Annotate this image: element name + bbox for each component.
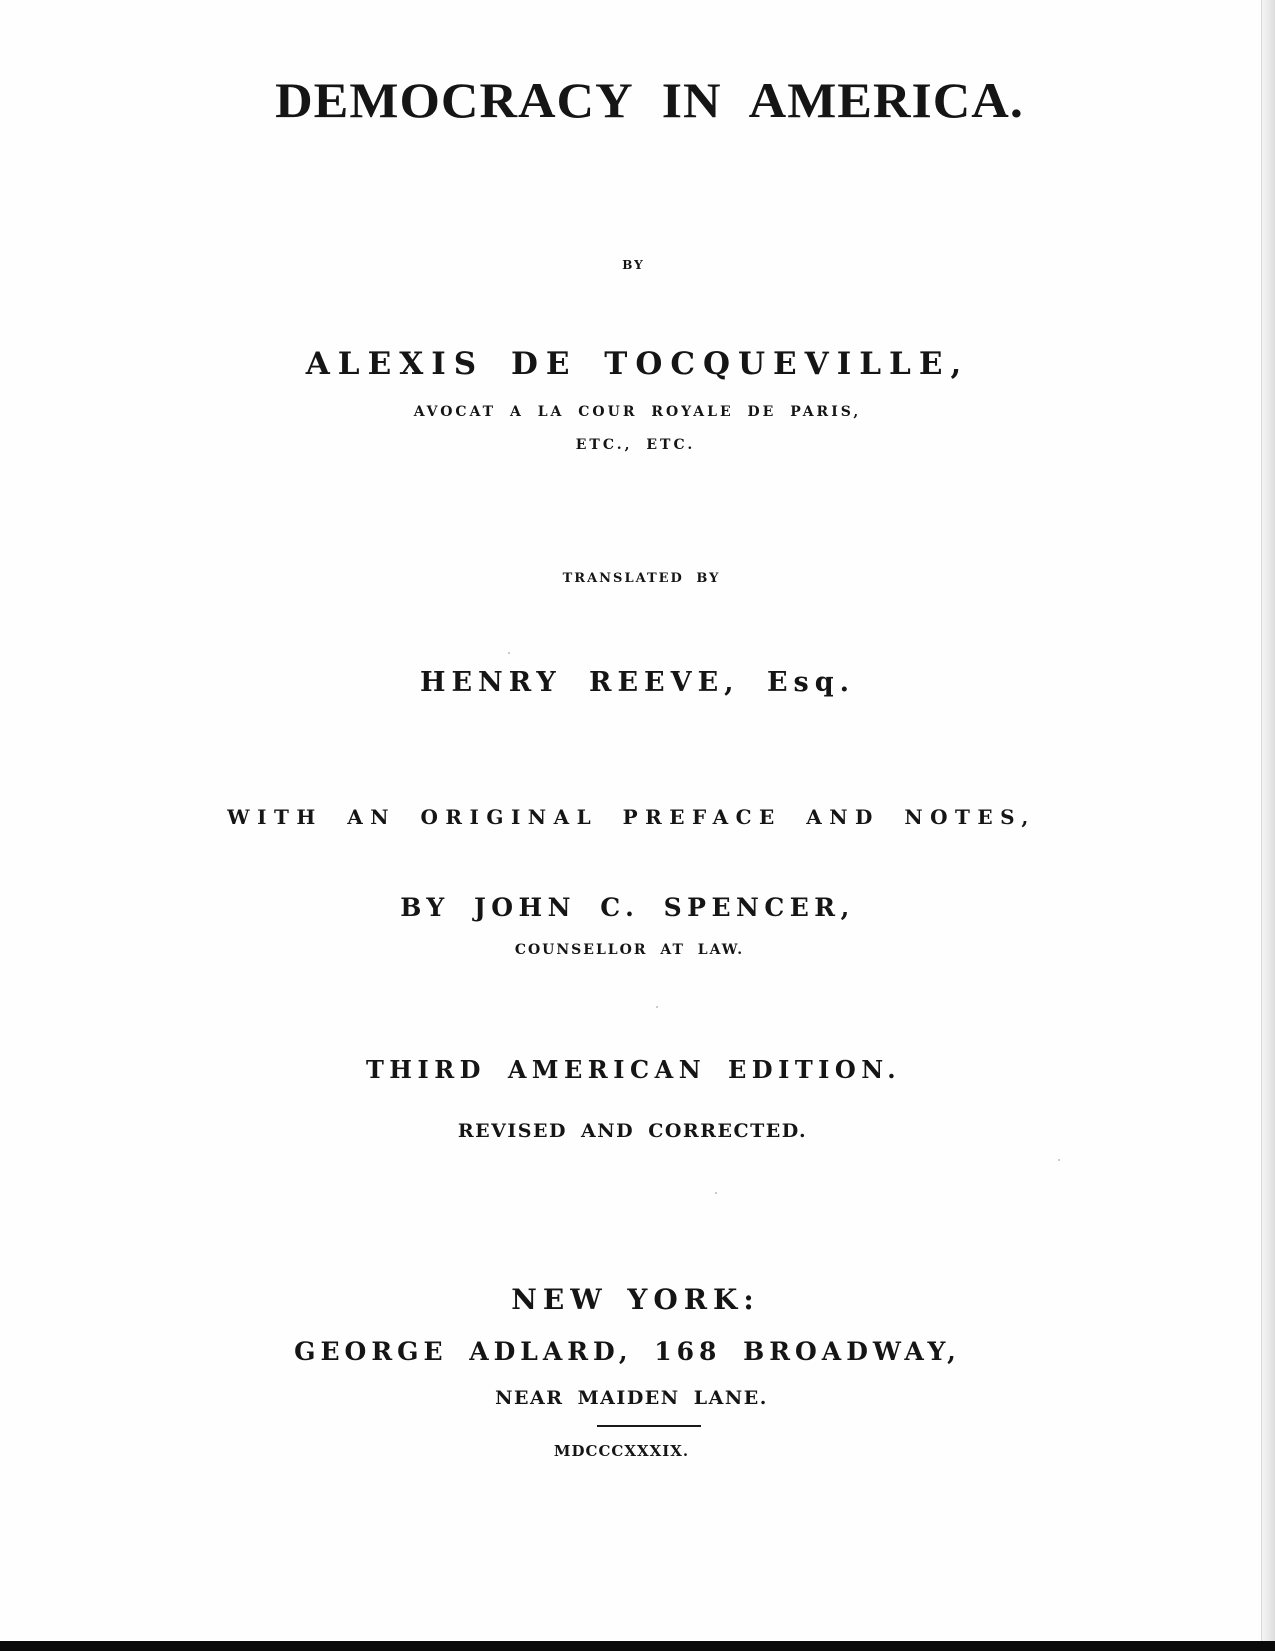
author-etc: ETC., ETC. bbox=[575, 437, 696, 453]
translator-name: HENRY REEVE, Esq. bbox=[419, 667, 856, 698]
preface-line: WITH AN ORIGINAL PREFACE AND NOTES, bbox=[227, 805, 1036, 829]
print-speck bbox=[1058, 1159, 1060, 1161]
bottom-border bbox=[0, 1641, 1275, 1651]
page-edge-shadow bbox=[1262, 0, 1275, 1641]
edition-note: REVISED AND CORRECTED. bbox=[457, 1120, 808, 1142]
preface-author: BY JOHN C. SPENCER, bbox=[400, 893, 855, 922]
translated-by-label: TRANSLATED BY bbox=[562, 571, 721, 586]
author-title: AVOCAT A LA COUR ROYALE DE PARIS, bbox=[413, 404, 862, 420]
book-title: DEMOCRACY IN AMERICA. bbox=[275, 74, 1024, 129]
edition-line: THIRD AMERICAN EDITION. bbox=[365, 1055, 902, 1084]
print-speck bbox=[656, 1006, 658, 1008]
print-speck bbox=[715, 1192, 717, 1194]
publication-year: MDCCCXXXIX. bbox=[553, 1442, 690, 1460]
divider-rule bbox=[597, 1425, 701, 1427]
publisher-line: GEORGE ADLARD, 168 BROADWAY, bbox=[294, 1337, 961, 1366]
author-name: ALEXIS DE TOCQUEVILLE, bbox=[305, 346, 970, 382]
print-speck bbox=[508, 652, 510, 654]
by-label: BY bbox=[622, 258, 645, 272]
publisher-address: NEAR MAIDEN LANE. bbox=[495, 1387, 768, 1409]
publication-city: NEW YORK: bbox=[511, 1283, 760, 1316]
preface-author-title: COUNSELLOR AT LAW. bbox=[514, 942, 745, 958]
